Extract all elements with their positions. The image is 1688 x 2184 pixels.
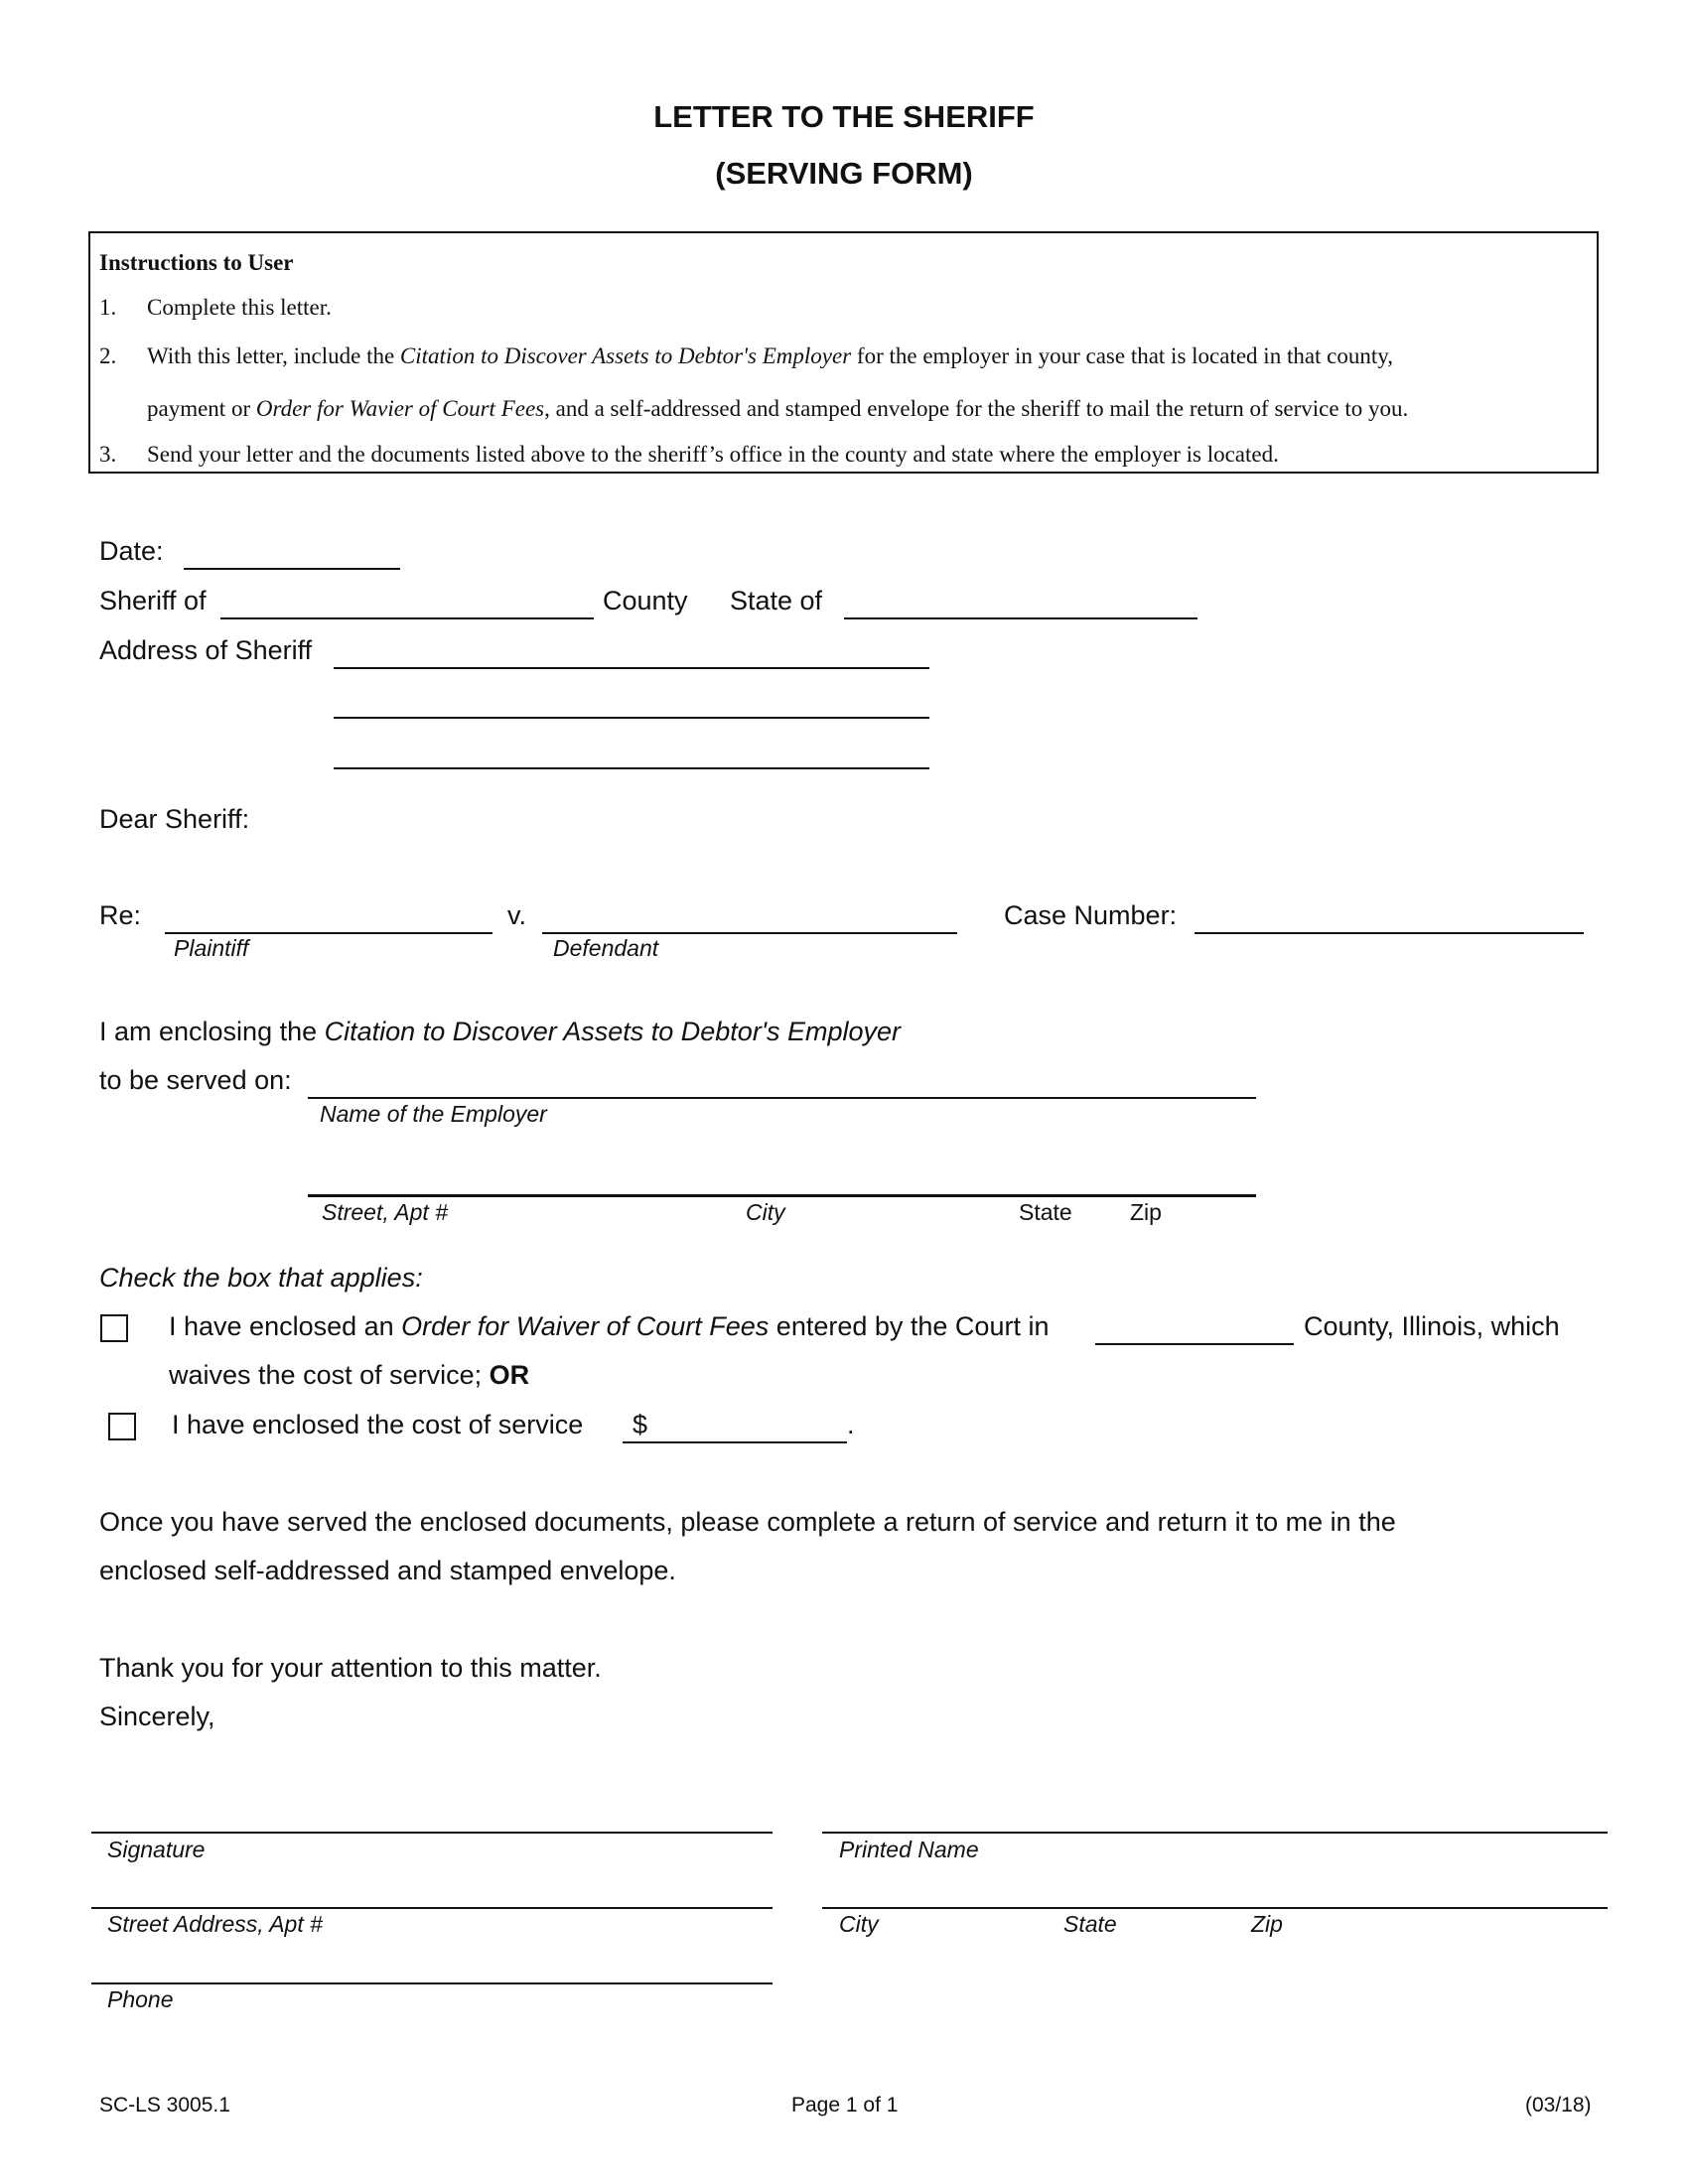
city-state-zip-field[interactable] (822, 1907, 1608, 1909)
cost-of-service-checkbox[interactable] (108, 1413, 136, 1440)
checkbox-section-heading: Check the box that applies: (99, 1263, 423, 1293)
instruction-number: 1. (99, 295, 117, 320)
sheriff-address-line-2[interactable] (334, 717, 929, 719)
sheriff-state-field[interactable] (844, 617, 1197, 619)
revision-date: (03/18) (1525, 2094, 1592, 2116)
re-label: Re: (99, 900, 142, 930)
waiver-option-text: I have enclosed an Order for Waiver of Court Fees entered by the Court in (169, 1311, 1050, 1341)
instruction-number: 3. (99, 442, 117, 467)
state-of-label: State of (730, 586, 823, 615)
plaintiff-field[interactable] (165, 932, 492, 934)
sheriff-county-field[interactable] (220, 617, 594, 619)
printed-name-caption: Printed Name (839, 1837, 979, 1862)
sincerely-text: Sincerely, (99, 1702, 215, 1731)
signature-field[interactable] (91, 1832, 773, 1834)
employer-street-caption: Street, Apt # (322, 1199, 448, 1225)
instructions-heading: Instructions to User (99, 250, 294, 275)
address-of-sheriff-label: Address of Sheriff (99, 635, 313, 665)
employer-name-field[interactable] (308, 1097, 1256, 1099)
employer-address-field[interactable] (308, 1194, 1256, 1197)
form-id: SC-LS 3005.1 (99, 2094, 230, 2116)
enclosing-text: I am enclosing the Citation to Discover Assets to Debtor's Employer (99, 1017, 902, 1046)
city-caption: City (839, 1911, 879, 1937)
page-title: LETTER TO THE SHERIFF (653, 99, 1035, 134)
page-subtitle: (SERVING FORM) (715, 156, 973, 191)
zip-caption: Zip (1251, 1911, 1283, 1937)
employer-zip-caption: Zip (1130, 1199, 1162, 1225)
county-label: County (603, 586, 688, 615)
plaintiff-caption: Plaintiff (174, 935, 249, 961)
waiver-option-text-end: County, Illinois, which (1304, 1311, 1560, 1341)
case-number-field[interactable] (1195, 932, 1584, 934)
phone-caption: Phone (107, 1986, 174, 2012)
street-address-caption: Street Address, Apt # (107, 1911, 323, 1937)
printed-name-field[interactable] (822, 1832, 1608, 1834)
waiver-option-line2: waives the cost of service; OR (169, 1360, 530, 1390)
sheriff-address-line-1[interactable] (334, 667, 929, 669)
defendant-caption: Defendant (553, 935, 659, 961)
instruction-text-continued: payment or Order for Wavier of Court Fees, and a self-addressed and stamped envelope for the sheriff to mail the return of service to you. (147, 396, 1409, 421)
period: . (847, 1410, 855, 1439)
cost-amount-field[interactable] (623, 1441, 847, 1443)
waiver-county-field[interactable] (1095, 1343, 1294, 1345)
employer-state-caption: State (1019, 1199, 1072, 1225)
served-on-label: to be served on: (99, 1065, 292, 1095)
salutation: Dear Sheriff: (99, 804, 250, 834)
employer-city-caption: City (746, 1199, 785, 1225)
date-label: Date: (99, 536, 164, 566)
date-field[interactable] (184, 568, 400, 570)
signature-caption: Signature (107, 1837, 206, 1862)
waiver-checkbox[interactable] (100, 1314, 128, 1342)
sheriff-address-line-3[interactable] (334, 767, 929, 769)
thanks-text: Thank you for your attention to this matter. (99, 1653, 602, 1683)
instruction-number: 2. (99, 343, 117, 368)
page-number: Page 1 of 1 (791, 2094, 899, 2116)
closing-paragraph-line1: Once you have served the enclosed documents, please complete a return of service and return it to me in the (99, 1507, 1396, 1537)
case-number-label: Case Number: (1004, 900, 1178, 930)
instruction-text: With this letter, include the Citation to Discover Assets to Debtor's Employer for the employer in your case that is located in that county, (147, 343, 1394, 368)
v-label: v. (507, 900, 526, 930)
sheriff-of-label: Sheriff of (99, 586, 207, 615)
instruction-text: Send your letter and the documents listed above to the sheriff’s office in the county and state where the employer is located. (147, 442, 1279, 467)
employer-name-caption: Name of the Employer (320, 1101, 547, 1127)
defendant-field[interactable] (542, 932, 957, 934)
cost-of-service-text: I have enclosed the cost of service (172, 1410, 584, 1439)
phone-field[interactable] (91, 1982, 773, 1984)
closing-paragraph-line2: enclosed self-addressed and stamped envelope. (99, 1556, 676, 1585)
dollar-sign: $ (633, 1410, 648, 1439)
instruction-text: Complete this letter. (147, 295, 332, 320)
street-address-field[interactable] (91, 1907, 773, 1909)
state-caption: State (1063, 1911, 1117, 1937)
